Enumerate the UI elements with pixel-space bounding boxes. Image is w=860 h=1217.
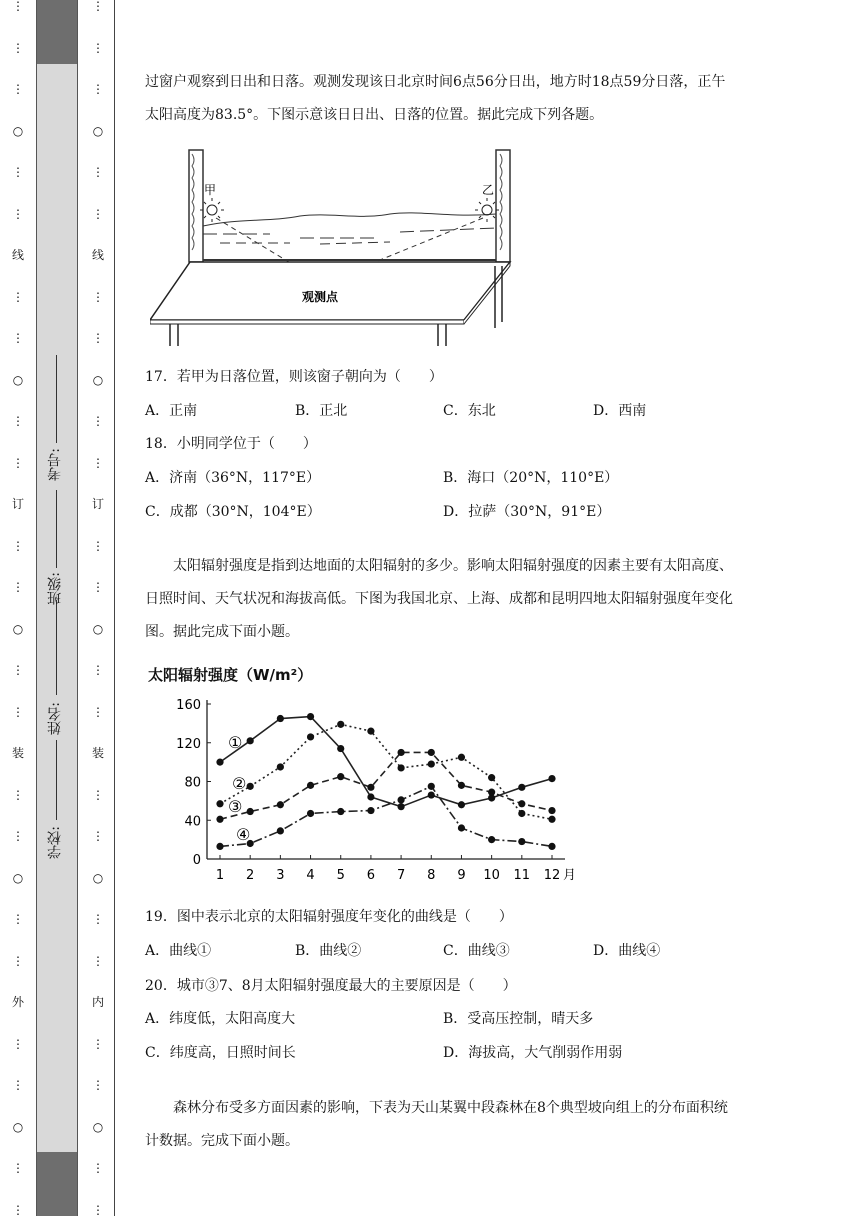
x-tick-label: 3 — [276, 868, 285, 883]
data-point — [428, 783, 435, 790]
series-line-3 — [220, 752, 552, 819]
data-point — [216, 800, 223, 807]
series-label-3: ③ — [228, 797, 243, 816]
data-point — [458, 824, 465, 831]
name-label: 姓名: — [47, 702, 63, 735]
x-tick-label: 2 — [246, 868, 255, 883]
data-point — [548, 843, 555, 850]
label-jia: 甲 — [204, 183, 217, 197]
window-figure — [150, 148, 520, 348]
y-tick-label: 120 — [176, 736, 201, 752]
q20-option-d[interactable]: D．海拔高，大气削弱作用弱 — [443, 1045, 623, 1061]
x-tick-label: 11 — [513, 868, 531, 883]
binding-mark-zhuang: 装 — [91, 746, 104, 761]
school-label: 学校: — [47, 826, 63, 859]
data-point — [216, 816, 223, 823]
q19-option-c[interactable]: C．曲线③ — [443, 943, 510, 959]
data-point — [247, 737, 254, 744]
x-tick-label: 8 — [427, 868, 436, 883]
data-point — [488, 836, 495, 843]
data-point — [216, 759, 223, 766]
circle-mark: ○ — [12, 123, 24, 138]
passage-3: 森林分布受多方面因素的影响，下表为天山某翼中段森林在8个典型坡向组上的分布面积统计数据。完成下面小题。 — [145, 1100, 728, 1149]
data-point — [277, 763, 284, 770]
circle-mark: ○ — [92, 621, 104, 636]
data-point — [277, 827, 284, 834]
x-tick-label: 9 — [457, 868, 466, 883]
data-point — [337, 721, 344, 728]
x-tick-label: 7 — [396, 868, 406, 883]
data-point — [337, 808, 344, 815]
data-point — [337, 745, 344, 752]
exam-number-label: 考号: — [47, 448, 63, 481]
class-label: 班级: — [47, 572, 63, 605]
x-tick-label: 4 — [306, 868, 315, 883]
data-point — [548, 807, 555, 814]
data-point — [367, 793, 374, 800]
q20-option-c[interactable]: C．纬度高，日照时间长 — [145, 1045, 296, 1061]
data-point — [367, 807, 374, 814]
circle-mark: ○ — [92, 372, 104, 387]
x-unit-label: 月 — [563, 868, 577, 883]
circle-mark: ○ — [92, 123, 104, 138]
data-point — [307, 782, 314, 789]
data-point — [397, 796, 404, 803]
binding-mark-zhuang: 装 — [11, 746, 24, 761]
series-line-1 — [220, 717, 552, 807]
data-point — [367, 784, 374, 791]
circle-mark: ○ — [12, 870, 24, 885]
circle-mark: ○ — [12, 1119, 24, 1134]
question-19: 19．图中表示北京的太阳辐射强度年变化的曲线是（ ） — [145, 909, 513, 925]
binding-mark-xian: 线 — [91, 248, 104, 263]
data-point — [367, 728, 374, 735]
q20-option-b[interactable]: B．受高压控制，晴天多 — [443, 1011, 594, 1027]
binding-mark-nei: 内 — [91, 995, 104, 1010]
q19-option-a[interactable]: A．曲线① — [145, 943, 212, 959]
data-point — [518, 810, 525, 817]
q17-option-d[interactable]: D．西南 — [593, 403, 647, 419]
outer-binding-column: ⋮ ⋮ ⋮ ○ ⋮ ⋮ 线 ⋮ ⋮ ○ ⋮ ⋮ 订 ⋮ ⋮ ○ ⋮ ⋮ 装 ⋮ ⋮ ○ ⋮ ⋮ 外 ⋮ ⋮ ○ ⋮ ⋮ — [11, 0, 24, 1217]
data-point — [277, 801, 284, 808]
x-tick-label: 10 — [483, 868, 500, 883]
data-point — [397, 803, 404, 810]
q19-option-b[interactable]: B．曲线② — [295, 943, 362, 959]
label-yi: 乙 — [482, 183, 495, 197]
q18-option-a[interactable]: A．济南（36°N，117°E） — [145, 470, 321, 486]
data-point — [307, 810, 314, 817]
data-point — [247, 783, 254, 790]
data-point — [518, 784, 525, 791]
q18-option-b[interactable]: B．海口（20°N，110°E） — [443, 470, 619, 486]
data-point — [307, 733, 314, 740]
data-point — [488, 774, 495, 781]
passage-2: 太阳辐射强度是指到达地面的太阳辐射的多少。影响太阳辐射强度的因素主要有太阳高度、日照时间、天气状况和海拔高低。下图为我国北京、上海、成都和昆明四地太阳辐射强度年变化图。据此完成下面小题。 — [145, 558, 733, 640]
circle-mark: ○ — [92, 1119, 104, 1134]
circle-mark: ○ — [92, 870, 104, 885]
question-18: 18．小明同学位于（ ） — [145, 436, 317, 452]
data-point — [458, 754, 465, 761]
data-point — [307, 713, 314, 720]
x-tick-label: 12 — [543, 868, 561, 883]
x-tick-label: 5 — [336, 868, 345, 883]
circle-mark: ○ — [12, 621, 24, 636]
radiation-chart — [160, 690, 600, 890]
data-point — [458, 782, 465, 789]
data-point — [458, 801, 465, 808]
data-point — [397, 749, 404, 756]
y-tick-label: 160 — [176, 698, 201, 713]
passage-1: 过窗户观察到日出和日落。观测发现该日北京时间6点56分日出，地方时18点59分日落，正午太阳高度为83.5°。下图示意该日日出、日落的位置。据此完成下列各题。 — [145, 74, 726, 123]
question-17: 17．若甲为日落位置，则该窗子朝向为（ ） — [145, 369, 443, 385]
student-info-band — [36, 0, 78, 1216]
q18-option-d[interactable]: D．拉萨（30°N，91°E） — [443, 504, 611, 520]
data-point — [397, 764, 404, 771]
data-point — [548, 816, 555, 823]
data-point — [247, 808, 254, 815]
data-point — [548, 775, 555, 782]
data-point — [488, 789, 495, 796]
binding-mark-wai: 外 — [11, 995, 24, 1010]
question-20: 20．城市③7、8月太阳辐射强度最大的主要原因是（ ） — [145, 978, 517, 994]
binding-mark-xian: 线 — [11, 248, 24, 263]
data-point — [518, 838, 525, 845]
data-point — [518, 800, 525, 807]
data-point — [216, 843, 223, 850]
x-tick-label: 6 — [366, 868, 376, 883]
q18-option-c[interactable]: C．成都（30°N，104°E） — [145, 504, 321, 520]
series-label-4: ④ — [236, 825, 251, 844]
series-line-4 — [220, 786, 552, 846]
y-tick-label: 0 — [192, 853, 201, 868]
data-point — [277, 715, 284, 722]
margin-line — [114, 0, 115, 1216]
chart-title: 太阳辐射强度（W/m²） — [148, 666, 313, 684]
q19-option-d[interactable]: D．曲线④ — [593, 943, 661, 959]
q17-option-b[interactable]: B．正北 — [295, 403, 348, 419]
data-point — [428, 791, 435, 798]
inner-binding-column: ⋮ ⋮ ⋮ ○ ⋮ ⋮ 线 ⋮ ⋮ ○ ⋮ ⋮ 订 ⋮ ⋮ ○ ⋮ ⋮ 装 ⋮ ⋮ ○ ⋮ ⋮ 内 ⋮ ⋮ ○ ⋮ ⋮ — [91, 0, 104, 1217]
binding-mark-ding: 订 — [91, 497, 104, 512]
series-label-2: ② — [232, 774, 247, 793]
circle-mark: ○ — [12, 372, 24, 387]
data-point — [428, 760, 435, 767]
data-point — [337, 773, 344, 780]
q17-option-c[interactable]: C．东北 — [443, 403, 496, 419]
y-tick-label: 40 — [184, 814, 201, 830]
q20-option-a[interactable]: A．纬度低，太阳高度大 — [145, 1011, 296, 1027]
y-tick-label: 80 — [184, 775, 201, 791]
x-tick-label: 1 — [215, 868, 225, 883]
data-point — [428, 749, 435, 756]
binding-mark-ding: 订 — [11, 497, 24, 512]
series-label-1: ① — [228, 733, 243, 752]
observation-point-label: 观测点 — [302, 290, 339, 304]
q17-option-a[interactable]: A．正南 — [145, 403, 198, 419]
